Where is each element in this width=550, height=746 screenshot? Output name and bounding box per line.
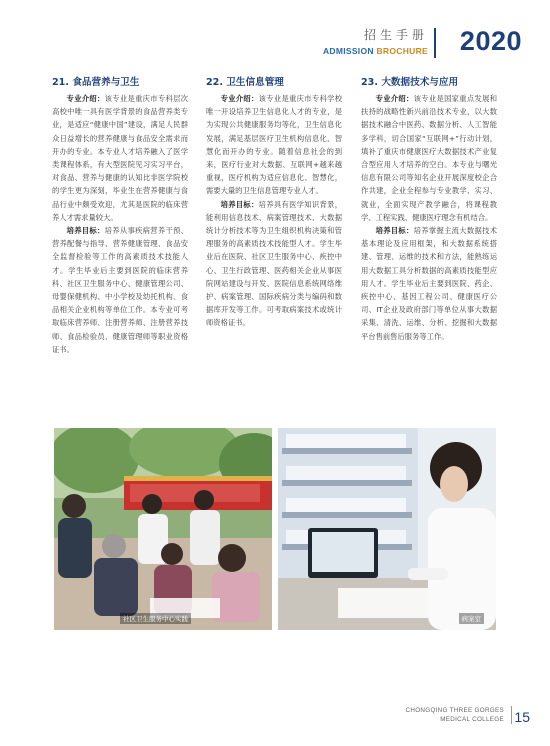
- goal-text: 培养具有医学知识背景，能利用信息技术、病案管理技术、大数据统计分析技术等为卫生组织机构决策和管理服务的高素质技术技能型人才。学生毕业后在医院、社区卫生服务中心、疾控中心、卫生行政管理、医药相关企业从事医院网站建设与开发、医院信息系统网络维护、病案管理、国际疾病分类与编码和数据库开发等工作。可考取病案技术或统计师资格证书。: [206, 199, 343, 328]
- section-food-nutrition: [52, 76, 188, 356]
- community-practice-illustration: [54, 428, 272, 630]
- header-english-title: [323, 46, 428, 56]
- section-goal: [52, 224, 188, 356]
- goal-label: 培养目标：: [375, 226, 414, 236]
- section-goal: [361, 224, 497, 343]
- goal-label: 培养目标：: [66, 226, 105, 236]
- section-goal: [206, 198, 342, 330]
- section-intro: [52, 92, 188, 224]
- medical-records-illustration: [278, 428, 496, 630]
- goal-text: 培养从事疾病营养干预、营养配餐与指导、营养健康管理、食品安全监督检验等工作的高素质技术技能人才。学生毕业后主要到医院的临床营养科、社区卫生服务中心、健康管理公司、母婴保健机构、中小学校及幼托机构、食品相关企业机构等单位工作。本专业可考取临床营养师、注册营养师、注册营养技师、食品检验员、健康管理师等职业资格证书。: [52, 226, 189, 354]
- page-number: 15: [514, 709, 530, 725]
- header-year: 2020: [459, 26, 522, 56]
- intro-text: 该专业是国家重点发展和扶持的战略性新兴前沿技术专业，以大数据技术融合中医药、数据分析、人工智能多学科，切合国家“互联网+”行动计划，填补了重庆市健康医疗大数据技术产业复合型应用人才培养的空白。本专业与曙光信息有限公司等知名企业开展深度校企合作共建，企业全程参与专业教学、实习、就业，全面实现产教学融合，将课程教学、工程实践、健康医疗理念有机结合。: [361, 94, 498, 222]
- footer-line1: CHONGQING THREE GORGES: [405, 707, 504, 714]
- goal-label: 培养目标：: [220, 199, 259, 209]
- section-intro: [361, 92, 497, 224]
- goal-text: 培养掌握主流大数据技术基本理论及应用框架，和大数据系统搭建、管理、运维的技术和方法，能熟练运用大数据工具分析数据的高素质技能型应用人才。学生毕业后主要到医院、药企、疾控中心、基因工程公司、健康医疗公司、IT企业及政府部门等单位从事大数据采集、清洗、运维、分析、挖掘和大数据平台售前售后服务等工作。: [361, 226, 498, 341]
- brochure-header: [292, 26, 522, 62]
- header-english-part2: BROCHURE: [376, 46, 428, 56]
- photo-caption: 社区卫生服务中心实践: [120, 613, 191, 624]
- footer-divider: [511, 706, 512, 724]
- intro-label: 专业介绍：: [375, 94, 414, 103]
- community-practice-photo: [54, 428, 272, 630]
- section-title: 21. 食品营养与卫生: [52, 77, 140, 88]
- footer-line2: MEDICAL COLLEGE: [440, 716, 504, 723]
- intro-label: 专业介绍：: [66, 94, 105, 103]
- header-english-part1: ADMISSION: [322, 46, 377, 56]
- college-name-footer: [406, 706, 505, 724]
- section-intro: [206, 92, 342, 198]
- intro-text: 该专业是重庆市专科层次高校中唯一具有医学背景的食品营养类专业，是适应“健康中国”建设，满足人民群众日益增长的营养健康与食品安全需求而开办的专业。本专业人才培养融入了医学类课程体系，有大型医院见习实习平台，对食品、营养与健康的认知比非医学院校的学生更为深刻，毕业生在营养健康与食品行业中颇受欢迎，尤其是医院的临床营养人才需求量较大。: [52, 94, 189, 222]
- section-title: 23. 大数据技术与应用: [361, 77, 459, 88]
- intro-label: 专业介绍：: [220, 94, 259, 103]
- medical-records-room-photo: [278, 428, 496, 630]
- header-divider: [434, 28, 436, 58]
- section-health-information: [206, 76, 342, 330]
- section-title: 22. 卫生信息管理: [206, 77, 284, 88]
- intro-text: 该专业是重庆市专科学校唯一开设培养卫生信息化人才的专业，是为实现公共健康服务均等化，卫生信息化发展，满足基层医疗卫生机构信息化、智慧化而开办的专业。随着信息社会的到来，医疗行业对大数据、互联网+越来越重视，医疗机构为适应信息化、智慧化，需要大量的卫生信息管理专业人才。: [206, 94, 343, 196]
- photo-caption: 病案室: [459, 613, 485, 624]
- section-big-data: [361, 76, 497, 343]
- header-chinese-title: 招生手册: [363, 28, 428, 42]
